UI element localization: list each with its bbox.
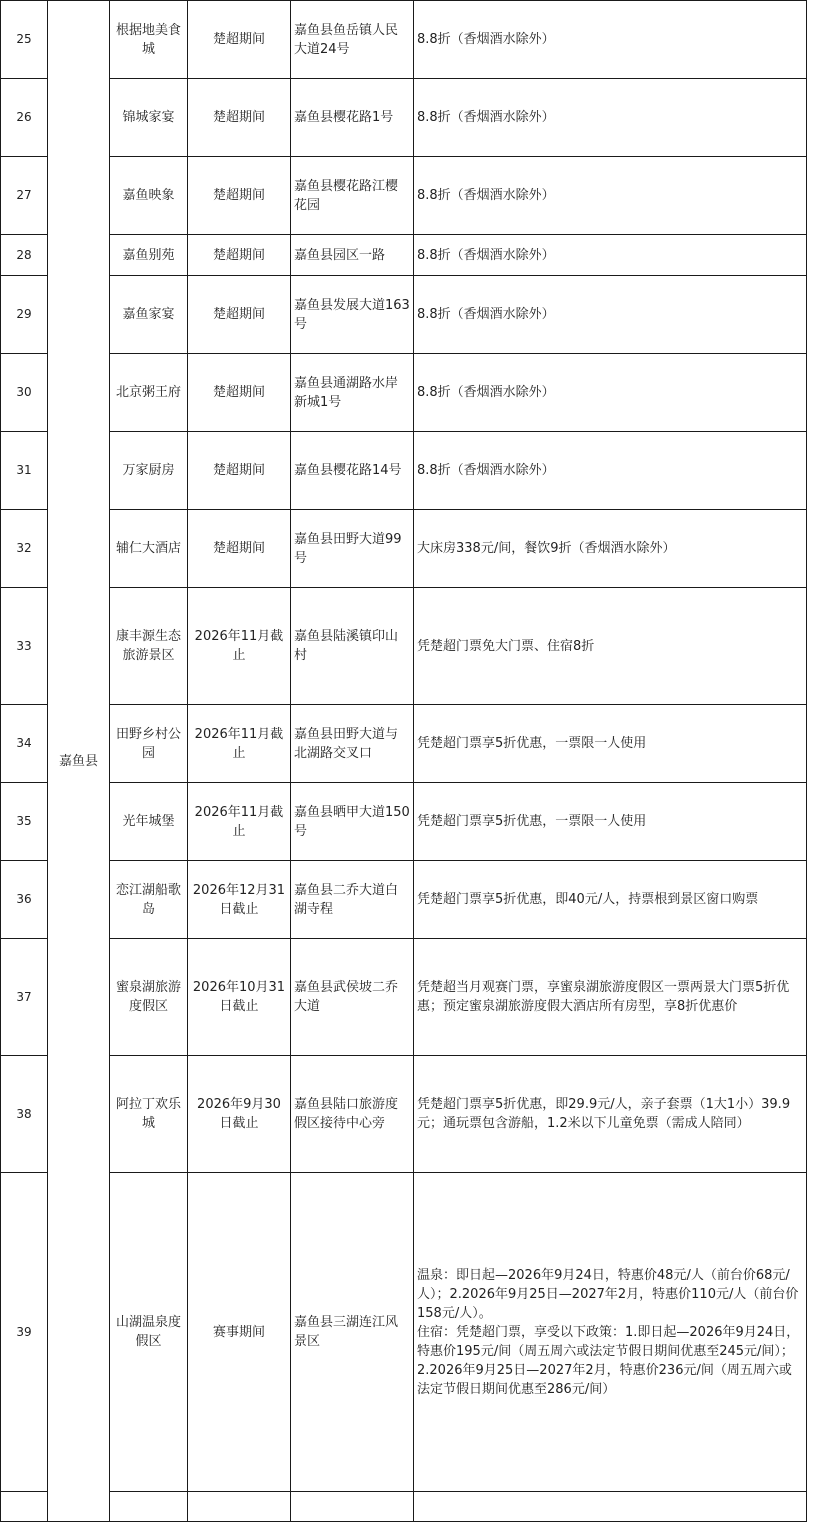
table-row (1, 432, 807, 510)
venue-name: 恋江湖船歌岛 (110, 861, 188, 939)
offer-period: 楚超期间 (188, 510, 291, 588)
table-row (1, 1056, 807, 1173)
row-number: 33 (1, 588, 48, 705)
offer-period: 楚超期间 (188, 157, 291, 235)
offer-period: 2026年10月31日截止 (188, 939, 291, 1056)
offer-details (414, 354, 807, 432)
offer-details (414, 79, 807, 157)
offer-line: 8.8折（香烟酒水除外） (417, 385, 555, 400)
row-number: 32 (1, 510, 48, 588)
offer-details (414, 276, 807, 354)
offer-period: 2026年12月31日截止 (188, 861, 291, 939)
table-row (1, 354, 807, 432)
venue-address: 嘉鱼县武侯坡二乔大道 (291, 939, 414, 1056)
offer-details (414, 510, 807, 588)
venue-name: 康丰源生态旅游景区 (110, 588, 188, 705)
venue-name: 阿拉丁欢乐城 (110, 1056, 188, 1173)
table-row (1, 1, 807, 79)
offer-period: 2026年9月30日截止 (188, 1056, 291, 1173)
row-number: 35 (1, 783, 48, 861)
table-row (1, 276, 807, 354)
offer-line: 凭楚超门票享5折优惠，即40元/人，持票根到景区窗口购票 (417, 892, 759, 907)
offer-line: 凭楚超门票享5折优惠，一票限一人使用 (417, 736, 647, 751)
offer-period: 2026年11月截止 (188, 705, 291, 783)
offer-period: 2026年11月截止 (188, 588, 291, 705)
table-row (1, 705, 807, 783)
venue-name: 嘉鱼别苑 (110, 235, 188, 276)
row-number: 39 (1, 1173, 48, 1492)
venue-name: 田野乡村公园 (110, 705, 188, 783)
table-row (1, 1173, 807, 1492)
venue-address: 嘉鱼县田野大道与北湖路交叉口 (291, 705, 414, 783)
venue-address: 嘉鱼县樱花路江樱花园 (291, 157, 414, 235)
row-number: 31 (1, 432, 48, 510)
row-number: 26 (1, 79, 48, 157)
venue-name: 万家厨房 (110, 432, 188, 510)
venue-address: 嘉鱼县陆口旅游度假区接待中心旁 (291, 1056, 414, 1173)
venue-address: 嘉鱼县通湖路水岸新城1号 (291, 354, 414, 432)
venue-address: 嘉鱼县鱼岳镇人民大道24号 (291, 1, 414, 79)
offer-details (414, 157, 807, 235)
row-number: 30 (1, 354, 48, 432)
venue-name: 北京粥王府 (110, 354, 188, 432)
offer-period: 2026年11月截止 (188, 783, 291, 861)
venue-address: 嘉鱼县二乔大道白湖寺程 (291, 861, 414, 939)
venue-name: 根据地美食城 (110, 1, 188, 79)
offer-period: 楚超期间 (188, 235, 291, 276)
offer-period: 楚超期间 (188, 432, 291, 510)
offer-details (414, 235, 807, 276)
venue-address: 嘉鱼县三湖连江风景区 (291, 1173, 414, 1492)
offer-details (414, 783, 807, 861)
offer-line: 8.8折（香烟酒水除外） (417, 32, 555, 47)
offer-line: 8.8折（香烟酒水除外） (417, 247, 555, 263)
row-number: 27 (1, 157, 48, 235)
offer-line: 凭楚超门票享5折优惠，一票限一人使用 (417, 814, 647, 829)
venue-name: 山湖温泉度假区 (110, 1173, 188, 1492)
venue-name: 辅仁大酒店 (110, 510, 188, 588)
venue-address: 嘉鱼县晒甲大道150号 (291, 783, 414, 861)
venue-address: 嘉鱼县陆溪镇印山村 (291, 588, 414, 705)
county-cell: 嘉鱼县 (48, 1, 110, 1522)
venue-address: 嘉鱼县园区一路 (291, 235, 414, 276)
table-row (1, 157, 807, 235)
table-row (1, 235, 807, 276)
offer-details (414, 939, 807, 1056)
offer-details (414, 588, 807, 705)
table-row (1, 510, 807, 588)
offer-period: 楚超期间 (188, 354, 291, 432)
row-number: 25 (1, 1, 48, 79)
offer-details (414, 861, 807, 939)
venue-address: 嘉鱼县樱花路1号 (291, 79, 414, 157)
venue-address: 嘉鱼县樱花路14号 (291, 432, 414, 510)
row-number: 29 (1, 276, 48, 354)
offer-line: 住宿：凭楚超门票，享受以下政策：1.即日起—2026年9月24日，特惠价195元/间（周五周六或法定节假日期间优惠至245元/间）；2.2026年9月25日—2027年2月，特惠价236元/间（周五周六或法定节假日期间优惠至286元/间） (417, 1324, 800, 1397)
venue-address: 嘉鱼县田野大道99号 (291, 510, 414, 588)
offer-details (414, 1173, 807, 1492)
row-number: 37 (1, 939, 48, 1056)
row-number: 36 (1, 861, 48, 939)
table-row-bottom-partial (1, 1492, 807, 1522)
venue-name: 锦城家宴 (110, 79, 188, 157)
table-row (1, 939, 807, 1056)
venue-name: 嘉鱼映象 (110, 157, 188, 235)
offer-line: 8.8折（香烟酒水除外） (417, 307, 555, 322)
offer-line: 大床房338元/间，餐饮9折（香烟酒水除外） (417, 541, 676, 556)
table-row (1, 861, 807, 939)
offer-details (414, 432, 807, 510)
offer-period: 楚超期间 (188, 276, 291, 354)
row-number: 34 (1, 705, 48, 783)
offer-line: 凭楚超门票享5折优惠，即29.9元/人，亲子套票（1大1小）39.9元；通玩票包含游船，1.2米以下儿童免票（需成人陪同） (417, 1097, 791, 1131)
offer-line: 8.8折（香烟酒水除外） (417, 110, 555, 125)
venue-name: 嘉鱼家宴 (110, 276, 188, 354)
venue-address: 嘉鱼县发展大道163号 (291, 276, 414, 354)
offer-line: 凭楚超门票免大门票、住宿8折 (417, 638, 595, 654)
venue-name: 蜜泉湖旅游度假区 (110, 939, 188, 1056)
offer-line: 凭楚超当月观赛门票，享蜜泉湖旅游度假区一票两景大门票5折优惠；预定蜜泉湖旅游度假大酒店所有房型，享8折优惠价 (417, 980, 790, 1014)
table-row (1, 588, 807, 705)
row-number: 28 (1, 235, 48, 276)
offer-line: 8.8折（香烟酒水除外） (417, 463, 555, 478)
offer-details (414, 1, 807, 79)
offer-details (414, 1056, 807, 1173)
offer-line: 8.8折（香烟酒水除外） (417, 188, 555, 203)
offer-details (414, 705, 807, 783)
venue-name: 光年城堡 (110, 783, 188, 861)
row-number: 38 (1, 1056, 48, 1173)
table-row (1, 79, 807, 157)
offer-period: 楚超期间 (188, 1, 291, 79)
offer-line: 温泉：即日起—2026年9月24日，特惠价48元/人（前台价68元/人）；2.2026年9月25日—2027年2月，特惠价110元/人（前台价158元/人）。 (417, 1267, 799, 1321)
offer-period: 楚超期间 (188, 79, 291, 157)
table-row (1, 783, 807, 861)
offer-period: 赛事期间 (188, 1173, 291, 1492)
